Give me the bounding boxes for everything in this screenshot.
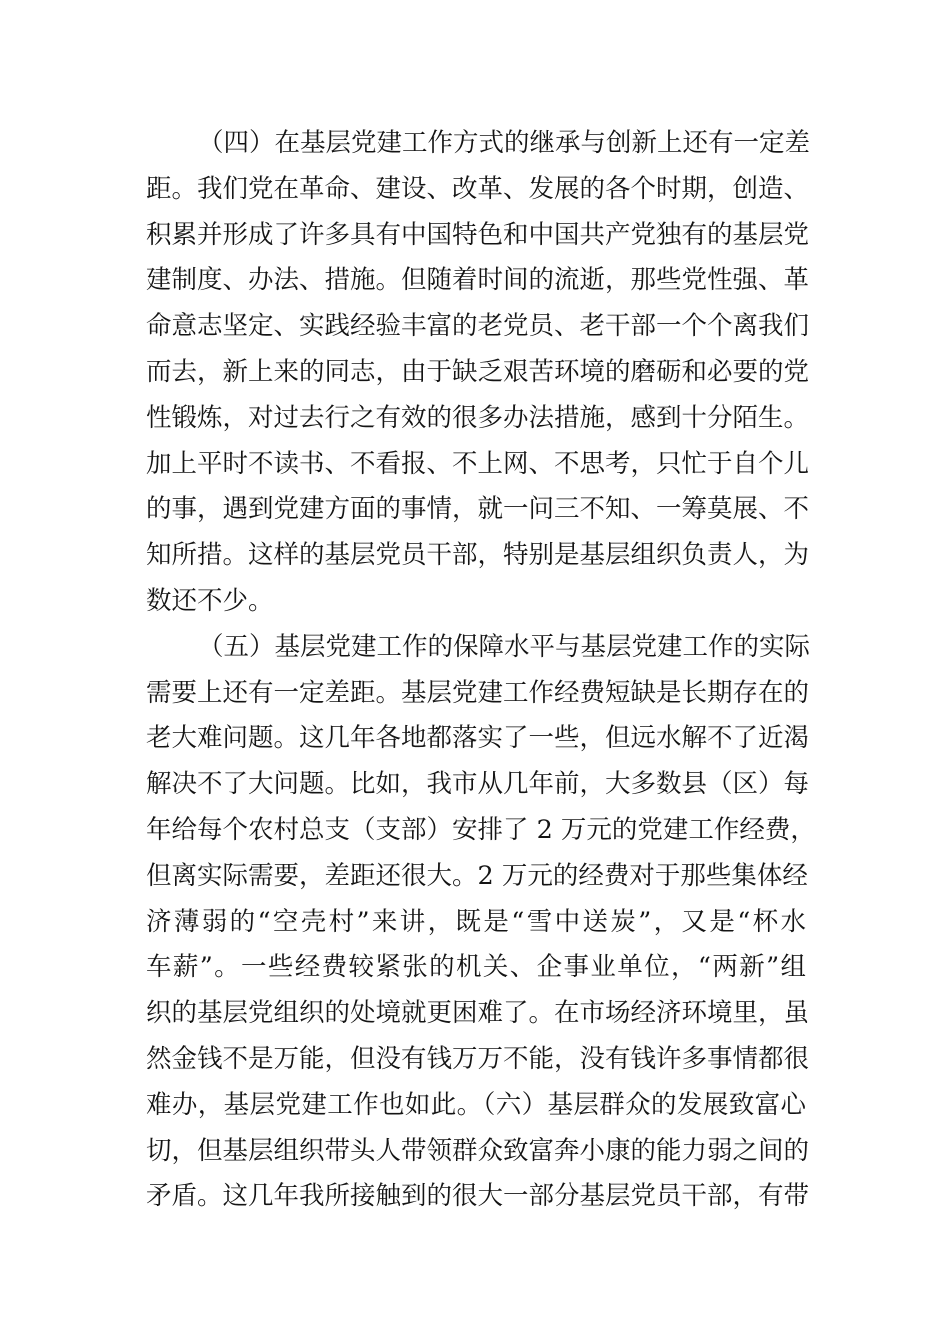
paragraph-4-line-1: （四）在基层党建工作方式的继承与创新上还有一定差 — [198, 128, 811, 158]
paragraph-4-line-5: 命意志坚定、实践经验丰富的老党员、老干部一个个离我们 — [146, 311, 810, 342]
paragraph-5-line-7: 济薄弱的“空壳村”来讲，既是“雪中送炭”，又是“杯水 — [146, 906, 806, 937]
paragraph-4-line-11: 数还不少。 — [146, 585, 274, 616]
paragraph-4-line-6: 而去，新上来的同志，由于缺乏艰苦环境的磨砺和必要的党 — [146, 356, 810, 387]
paragraph-5-line-12: 切，但基层组织带头人带领群众致富奔小康的能力弱之间的 — [146, 1135, 810, 1166]
paragraph-5-line-9: 织的基层党组织的处境就更困难了。在市场经济环境里，虽 — [146, 998, 810, 1029]
paragraph-4-line-3: 积累并形成了许多具有中国特色和中国共产党独有的基层党 — [146, 219, 810, 250]
paragraph-5-line-11: 难办，基层党建工作也如此。（六）基层群众的发展致富心 — [146, 1089, 806, 1120]
document-body — [146, 121, 816, 1220]
paragraph-5-line-10: 然金钱不是万能，但没有钱万万不能，没有钱许多事情都很 — [146, 1043, 810, 1074]
paragraph-5-line-6: 但离实际需要，差距还很大。2 万元的经费对于那些集体经 — [146, 860, 808, 891]
paragraph-4-line-8: 加上平时不读书、不看报、不上网、不思考，只忙于自个儿 — [146, 448, 810, 479]
paragraph-4-line-2: 距。我们党在革命、建设、改革、发展的各个时期，创造、 — [146, 173, 810, 204]
paragraph-4-line-9: 的事，遇到党建方面的事情，就一问三不知、一筹莫展、不 — [146, 494, 810, 525]
paragraph-4-line-10: 知所措。这样的基层党员干部，特别是基层组织负责人，为 — [146, 540, 810, 571]
paragraph-5-line-2: 需要上还有一定差距。基层党建工作经费短缺是长期存在的 — [146, 677, 810, 708]
paragraph-4-line-4: 建制度、办法、措施。但随着时间的流逝，那些党性强、革 — [146, 265, 810, 296]
paragraph-5-line-4: 解决不了大问题。比如，我市从几年前，大多数县（区）每 — [146, 769, 810, 800]
paragraph-5-line-3: 老大难问题。这几年各地都落实了一些，但远水解不了近渴 — [146, 723, 810, 754]
paragraph-4-line-7: 性锻炼，对过去行之有效的很多办法措施，感到十分陌生。 — [146, 402, 810, 433]
paragraph-5-line-13: 矛盾。这几年我所接触到的很大一部分基层党员干部，有带 — [146, 1181, 810, 1212]
paragraph-5-line-8: 车薪”。一些经费较紧张的机关、企事业单位，“两新”组 — [146, 952, 806, 983]
paragraph-5-line-1: （五）基层党建工作的保障水平与基层党建工作的实际 — [198, 631, 811, 662]
paragraph-5-line-5: 年给每个农村总支（支部）安排了 2 万元的党建工作经费， — [146, 814, 816, 845]
